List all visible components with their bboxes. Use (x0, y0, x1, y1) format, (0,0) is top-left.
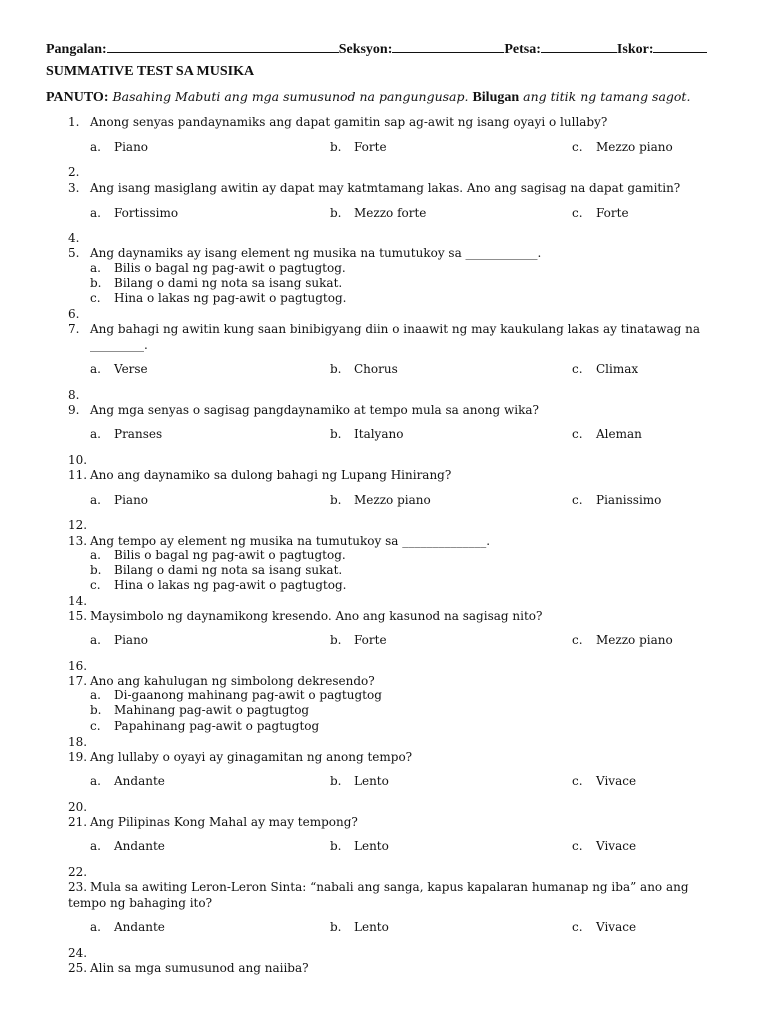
question-text: Ang lullaby o oyayi ay ginagamitan ng anong tempo? (90, 750, 413, 764)
option-text: Mezzo piano (354, 493, 431, 507)
option-letter: b. (330, 140, 342, 154)
question-number: 15. (68, 609, 88, 623)
name-label: Pangalan: (46, 42, 107, 57)
option-text: Verse (114, 362, 148, 376)
q1-option-a[interactable] (90, 140, 148, 154)
option-letter: a. (90, 633, 101, 647)
question-number: 11. (68, 468, 88, 482)
q21-option-c[interactable] (572, 839, 636, 853)
question-23 (68, 879, 723, 911)
q19-option-b[interactable] (330, 774, 389, 788)
question-text: Alin sa mga sumusunod ang naiiba? (90, 961, 309, 975)
option-text: Vivace (596, 839, 637, 853)
option-text: Forte (596, 206, 629, 220)
question-10 (68, 452, 90, 468)
question-text: Ang bahagi ng awitin kung saan binibigyang diin o inaawit ng may kaukulang lakas ay tinatawag na (90, 322, 701, 336)
option-letter: c. (572, 362, 583, 376)
option-letter: c. (90, 719, 101, 733)
option-letter: c. (572, 493, 583, 507)
option-letter: a. (90, 261, 101, 275)
option-letter: b. (330, 493, 342, 507)
option-letter: a. (90, 774, 101, 788)
option-letter: a. (90, 548, 101, 562)
question-number: 5. (68, 246, 80, 260)
question-number: 18. (68, 735, 88, 749)
question-text: Anong senyas pandaynamiks ang dapat gamitin sap ag-awit ng isang oyayi o lullaby? (90, 115, 608, 129)
q5-option-a[interactable] (90, 261, 346, 275)
option-letter: b. (330, 839, 342, 853)
question-3 (68, 180, 680, 196)
option-letter: a. (90, 493, 101, 507)
option-letter: c. (572, 633, 583, 647)
option-letter: b. (330, 920, 342, 934)
q15-option-c[interactable] (572, 633, 673, 647)
q7-option-c[interactable] (572, 362, 638, 376)
question-4 (68, 230, 90, 246)
instructions-text-2: ang titik ng tamang sagot. (523, 89, 691, 104)
question-number: 10. (68, 453, 88, 467)
question-17 (68, 673, 375, 689)
q17-option-c[interactable] (90, 719, 319, 733)
q7-option-b[interactable] (330, 362, 398, 376)
q11-option-c[interactable] (572, 493, 661, 507)
question-16 (68, 658, 90, 674)
question-number: 9. (68, 403, 80, 417)
q21-option-a[interactable] (90, 839, 165, 853)
option-letter: b. (330, 362, 342, 376)
option-letter: b. (90, 276, 102, 290)
option-letter: c. (572, 839, 583, 853)
q15-option-a[interactable] (90, 633, 148, 647)
option-text: Di-gaanong mahinang pag-awit o pagtugtog (114, 688, 382, 702)
q7-continuation-blank: _________. (90, 338, 148, 352)
q5-option-b[interactable] (90, 276, 342, 290)
q3-option-c[interactable] (572, 206, 629, 220)
option-letter: a. (90, 920, 101, 934)
question-19 (68, 749, 412, 765)
q11-option-a[interactable] (90, 493, 148, 507)
q15-option-b[interactable] (330, 633, 387, 647)
question-text: Ang tempo ay element ng musika na tumutukoy sa ______________. (90, 534, 491, 548)
question-number: 21. (68, 815, 88, 829)
option-text: Vivace (596, 920, 637, 934)
section-label: Seksyon: (338, 42, 393, 57)
q19-option-c[interactable] (572, 774, 636, 788)
option-text: Lento (354, 920, 389, 934)
q13-option-c[interactable] (90, 578, 346, 592)
question-2 (68, 164, 90, 180)
question-text: Ang daynamiks ay isang element ng musika na tumutukoy sa ____________. (90, 246, 542, 260)
option-text: Bilis o bagal ng pag-awit o pagtugtog. (114, 261, 346, 275)
question-text: Ano ang kahulugan ng simbolong dekresendo? (90, 674, 375, 688)
q17-option-b[interactable] (90, 703, 309, 717)
page-title: SUMMATIVE TEST SA MUSIKA (46, 64, 255, 79)
q5-option-c[interactable] (90, 291, 346, 305)
question-7 (68, 321, 700, 337)
q9-option-b[interactable] (330, 427, 403, 441)
option-letter: b. (330, 774, 342, 788)
q9-option-a[interactable] (90, 427, 162, 441)
option-letter: a. (90, 140, 101, 154)
option-text: Mahinang pag-awit o pagtugtog (114, 703, 310, 717)
question-number: 13. (68, 534, 88, 548)
question-number: 7. (68, 322, 80, 336)
question-5 (68, 245, 541, 261)
option-text: Pranses (114, 427, 163, 441)
option-letter: a. (90, 688, 101, 702)
question-14 (68, 593, 90, 609)
option-text: Bilis o bagal ng pag-awit o pagtugtog. (114, 548, 346, 562)
q7-option-a[interactable] (90, 362, 148, 376)
option-text: Climax (596, 362, 639, 376)
q1-option-c[interactable] (572, 140, 673, 154)
question-number: 17. (68, 674, 88, 688)
option-letter: c. (572, 140, 583, 154)
question-9 (68, 402, 539, 418)
option-text: Andante (114, 839, 165, 853)
option-text: Chorus (354, 362, 398, 376)
option-letter: c. (572, 427, 583, 441)
option-text: Mezzo piano (596, 140, 673, 154)
q21-option-b[interactable] (330, 839, 389, 853)
q23-option-a[interactable] (90, 920, 165, 934)
option-letter: b. (330, 427, 342, 441)
question-18 (68, 734, 90, 750)
option-letter: a. (90, 427, 101, 441)
q23-option-c[interactable] (572, 920, 636, 934)
option-letter: c. (90, 578, 101, 592)
q1-option-b[interactable] (330, 140, 387, 154)
question-number: 16. (68, 659, 88, 673)
option-text: Mezzo piano (596, 633, 673, 647)
option-letter: c. (572, 920, 583, 934)
instructions-bold: Bilugan (472, 90, 520, 105)
question-6 (68, 306, 90, 322)
question-number: 20. (68, 800, 88, 814)
question-number: 23. (68, 880, 88, 894)
option-text: Fortissimo (114, 206, 179, 220)
q11-option-b[interactable] (330, 493, 431, 507)
option-letter: c. (572, 774, 583, 788)
q3-option-a[interactable] (90, 206, 178, 220)
option-text: Papahinang pag-awit o pagtugtog (114, 719, 320, 733)
question-number: 2. (68, 165, 80, 179)
question-20 (68, 799, 90, 815)
question-number: 8. (68, 388, 80, 402)
question-22 (68, 864, 90, 880)
question-1 (68, 114, 607, 130)
option-letter: b. (90, 703, 102, 717)
instructions-label: PANUTO: (46, 90, 109, 105)
section-blank[interactable] (392, 40, 504, 53)
question-text: Ang mga senyas o sagisag pangdaynamiko at tempo mula sa anong wika? (90, 403, 539, 417)
option-text: Piano (114, 633, 149, 647)
option-text: Forte (354, 140, 387, 154)
q17-option-a[interactable] (90, 688, 382, 702)
option-letter: c. (90, 291, 101, 305)
question-number: 19. (68, 750, 88, 764)
date-blank[interactable] (541, 40, 617, 53)
option-letter: b. (330, 206, 342, 220)
option-text: Piano (114, 493, 149, 507)
option-letter: a. (90, 839, 101, 853)
option-text: Lento (354, 839, 389, 853)
question-number: 14. (68, 594, 88, 608)
question-number: 3. (68, 181, 80, 195)
option-text: Vivace (596, 774, 637, 788)
question-13 (68, 533, 490, 549)
date-label: Petsa: (504, 42, 541, 57)
question-25 (68, 960, 309, 976)
instructions (46, 89, 690, 106)
question-text: Ang Pilipinas Kong Mahal ay may tempong? (90, 815, 358, 829)
question-number: 4. (68, 231, 80, 245)
option-text: Forte (354, 633, 387, 647)
option-text: Bilang o dami ng nota sa isang sukat. (114, 563, 343, 577)
question-number: 1. (68, 115, 80, 129)
question-text: Mula sa awiting Leron-Leron Sinta: “nabali ang sanga, kapus kapalaran humanap ng iba” ano ang tempo ng bahaging ito? (68, 880, 689, 910)
option-text: Hina o lakas ng pag-awit o pagtugtog. (114, 291, 347, 305)
question-12 (68, 517, 90, 533)
question-number: 12. (68, 518, 88, 532)
q13-option-b[interactable] (90, 563, 342, 577)
option-text: Andante (114, 774, 165, 788)
q3-option-b[interactable] (330, 206, 426, 220)
question-text: Ang isang masiglang awitin ay dapat may katmtamang lakas. Ano ang sagisag na dapat gamitin? (90, 181, 681, 195)
option-text: Mezzo forte (354, 206, 427, 220)
option-letter: a. (90, 206, 101, 220)
question-15 (68, 608, 542, 624)
option-letter: b. (330, 633, 342, 647)
option-letter: c. (572, 206, 583, 220)
option-text: Aleman (596, 427, 642, 441)
option-text: Italyano (354, 427, 404, 441)
q23-option-b[interactable] (330, 920, 389, 934)
question-number: 6. (68, 307, 80, 321)
question-text: Maysimbolo ng daynamikong kresendo. Ano ang kasunod na sagisag nito? (90, 609, 543, 623)
question-8 (68, 387, 90, 403)
question-number: 22. (68, 865, 88, 879)
question-number: 24. (68, 946, 88, 960)
option-text: Lento (354, 774, 389, 788)
q13-option-a[interactable] (90, 548, 346, 562)
option-text: Piano (114, 140, 149, 154)
question-11 (68, 467, 451, 483)
question-text: Ano ang daynamiko sa dulong bahagi ng Lupang Hinirang? (90, 468, 452, 482)
option-letter: b. (90, 563, 102, 577)
name-blank[interactable] (107, 40, 339, 53)
option-letter: a. (90, 362, 101, 376)
instructions-text-1: Basahing Mabuti ang mga sumusunod na pangungusap. (112, 89, 469, 104)
option-text: Bilang o dami ng nota sa isang sukat. (114, 276, 343, 290)
score-label: Iskor: (616, 42, 654, 57)
question-24 (68, 945, 90, 961)
question-number: 25. (68, 961, 88, 975)
score-blank[interactable] (653, 40, 707, 53)
option-text: Hina o lakas ng pag-awit o pagtugtog. (114, 578, 347, 592)
q19-option-a[interactable] (90, 774, 165, 788)
q9-option-c[interactable] (572, 427, 642, 441)
option-text: Pianissimo (596, 493, 662, 507)
student-info-header (46, 40, 726, 58)
option-text: Andante (114, 920, 165, 934)
question-21 (68, 814, 358, 830)
